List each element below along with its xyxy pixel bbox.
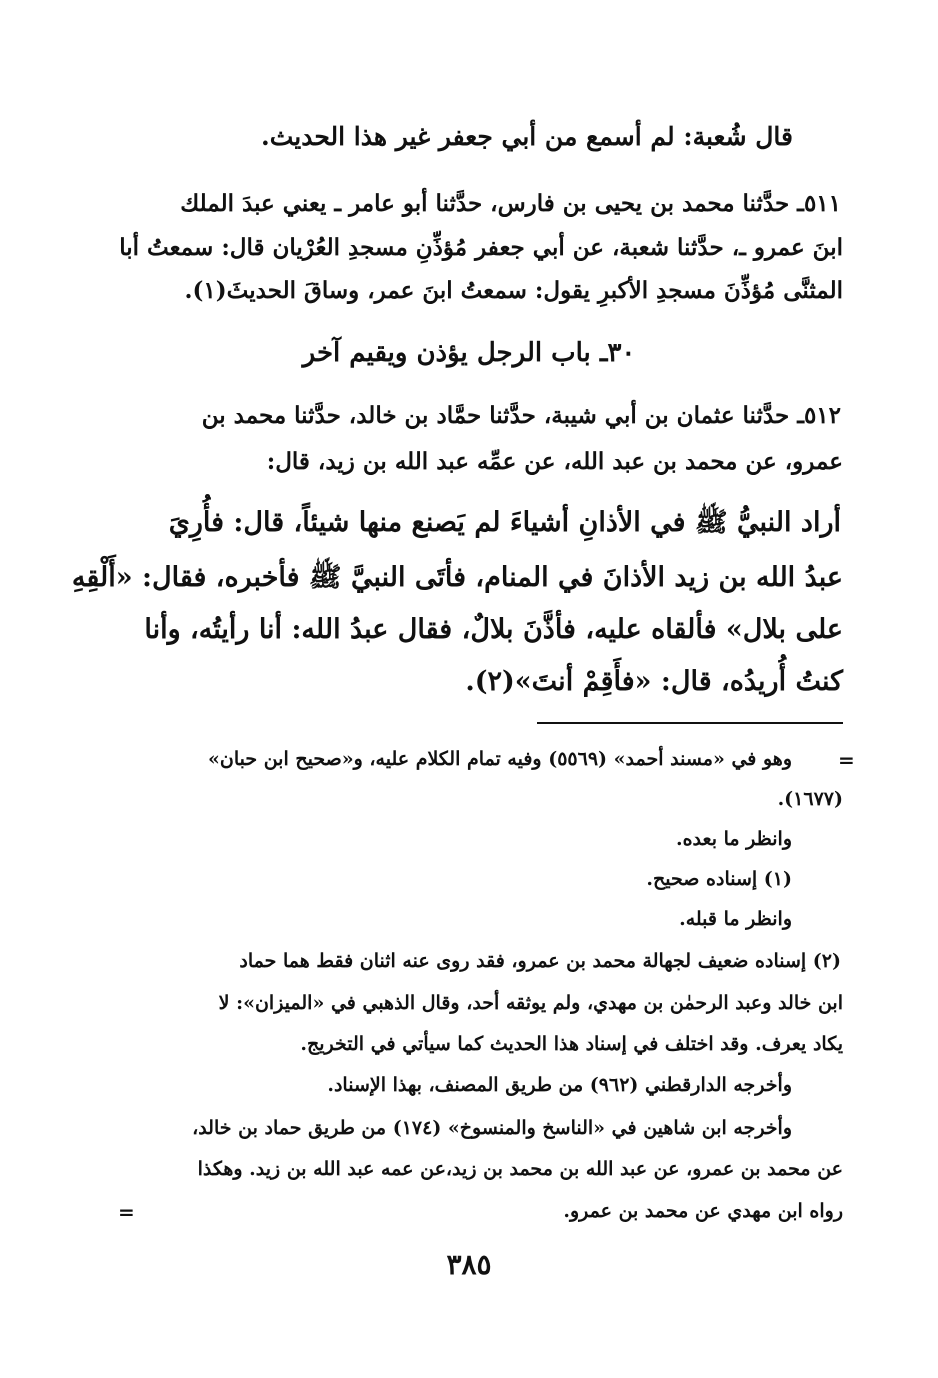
hadith-511-line-3: المثنَّى مُؤذِّنَ مسجدِ الأكبرِ يقول: سمعتُ ابنَ عمر، وساقَ الحديثَ(١). [184, 277, 843, 304]
footnote-2-line-3: يكاد يعرف. وقد اختلف في إسناد هذا الحديث كما سيأتي في التخريج. [300, 1033, 843, 1055]
footnote-2-line-7: رواه ابن مهدي عن محمد بن عمرو. [563, 1200, 843, 1222]
footnote-0-line-3: وانظر ما بعده. [675, 828, 792, 850]
footnote-2-line-1: (٢) إسناده ضعيف لجهالة محمد بن عمرو، فقد روى عنه اثنان فقط هما حماد [239, 950, 841, 972]
footnote-0-line-1: وهو في «مسند أحمد» (٥٥٦٩) وفيه تمام الكلام عليه، و«صحيح ابن حبان» [208, 748, 792, 770]
page-number: ٣٨٥ [446, 1248, 492, 1281]
continuation-mark-bottom: = [118, 1200, 135, 1224]
footnote-2-line-6: عن محمد بن عمرو، عن عبد الله بن محمد بن زيد،عن عمه عبد الله بن زيد. وهكذا [197, 1158, 843, 1180]
continuation-mark-top: = [838, 748, 855, 772]
hadith-512-matn-1: أراد النبيُّ ﷺ في الأذانِ أشياءَ لم يَصنع منها شيئاً، قال: فأُرِيَ [168, 507, 841, 538]
hadith-512-matn-3: على بلال» فألقاه عليه، فأذَّنَ بلالٌ، فقال عبدُ الله: أنا رأيتُه، وأنا [144, 614, 843, 645]
footnote-1-line-2: وانظر ما قبله. [679, 908, 792, 930]
footnote-2-line-5: وأخرجه ابن شاهين في «الناسخ والمنسوخ» (١٧٤) من طريق حماد بن خالد، [192, 1117, 792, 1139]
footnote-0-line-2: (١٦٧٧). [777, 788, 843, 810]
hadith-512-matn-4: كنتُ أُريدُه، قال: «فأَقِمْ أنتَ»(٢). [465, 666, 843, 697]
footnote-1-line-1: (١) إسناده صحيح. [646, 868, 792, 890]
chapter-heading: ٣٠ـ باب الرجل يؤذن ويقيم آخر [302, 338, 636, 368]
footnote-2-line-2: ابن خالد وعبد الرحمٰن بن مهدي، ولم يوثقه أحد، وقال الذهبي في «الميزان»: لا [218, 992, 843, 1014]
hadith-511-line-2: ابنَ عمرو ـ، حدَّثنا شعبة، عن أبي جعفر مُؤذِّنِ مسجدِ العُرْيان قال: سمعتُ أبا [119, 234, 843, 261]
hadith-512-isnad-1: ٥١٢ـ حدَّثنا عثمان بن أبي شيبة، حدَّثنا حمَّاد بن خالد، حدَّثنا محمد بن [201, 402, 841, 429]
hadith-512-isnad-2: عمرو، عن محمد بن عبد الله، عن عمِّه عبد الله بن زيد، قال: [266, 448, 843, 475]
hadith-511-line-1: ٥١١ـ حدَّثنا محمد بن يحيى بن فارس، حدَّثنا أبو عامر ـ يعني عبدَ الملك [180, 190, 841, 217]
intro-line: قال شُعبة: لم أسمع من أبي جعفر غير هذا الحديث. [261, 122, 793, 151]
hadith-512-matn-2: عبدُ الله بن زيد الأذانَ في المنام، فأتَى النبيَّ ﷺ فأخبره، فقال: «أَلْقِهِ [71, 562, 843, 593]
footnote-separator [537, 722, 843, 724]
footnote-2-line-4: وأخرجه الدارقطني (٩٦٢) من طريق المصنف، بهذا الإسناد. [327, 1074, 792, 1096]
